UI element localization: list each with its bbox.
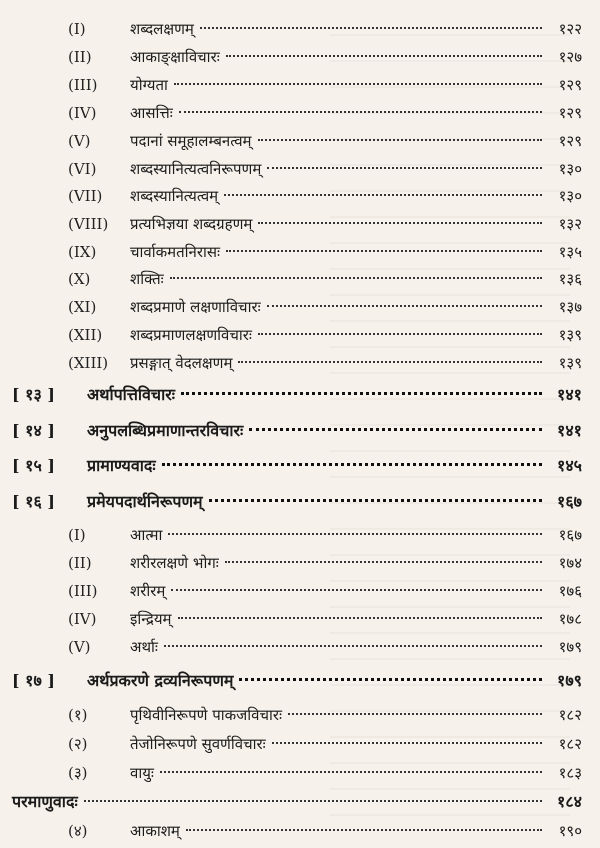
toc-entry xyxy=(68,211,582,237)
dot-leader xyxy=(171,589,542,591)
toc-entry-number: [ १३ ] xyxy=(12,385,55,404)
toc-entry-page: १३० xyxy=(558,187,582,205)
toc-entry-number: [ १४ ] xyxy=(12,421,55,440)
toc-entry-number: (XII) xyxy=(68,326,103,344)
toc-entry-title: शब्दस्यानित्यत्वनिरूपणम् xyxy=(130,160,262,178)
toc-entry-title: तेजोनिरूपणे सुवर्णविचारः xyxy=(130,735,266,753)
toc-entry-page: १२२ xyxy=(558,20,582,38)
toc-entry-number: (I) xyxy=(68,20,86,38)
toc-entry-page: १८४ xyxy=(557,792,582,811)
dot-leader xyxy=(226,250,542,252)
toc-entry-title: आकाशम् xyxy=(130,822,180,840)
toc-entry-page: १२९ xyxy=(558,76,582,94)
toc-entry-page: १३५ xyxy=(558,243,582,261)
toc-entry-title: पृथिवीनिरूपणे पाकजविचारः xyxy=(130,706,283,724)
toc-entry xyxy=(12,789,582,815)
toc-entry-title: प्रसङ्गात् वेदलक्षणम् xyxy=(130,354,233,372)
toc-entry xyxy=(68,239,582,265)
toc-entry xyxy=(68,100,582,126)
toc-entry-title: प्रमेयपदार्थनिरूपणम् xyxy=(87,492,203,511)
dot-leader xyxy=(178,617,542,619)
dot-leader xyxy=(258,333,542,335)
toc-entry-number: (VIII) xyxy=(68,215,109,233)
toc-entry-number: (II) xyxy=(68,48,92,66)
toc-entry-number: (III) xyxy=(68,76,98,94)
toc-entry-page: १२७ xyxy=(558,48,582,66)
toc-entry-number: (III) xyxy=(68,582,98,600)
toc-entry-page: १७९ xyxy=(558,638,582,656)
toc-entry-number: (V) xyxy=(68,638,91,656)
toc-entry-page: १८२ xyxy=(558,706,582,724)
dot-leader xyxy=(226,55,542,57)
dot-leader xyxy=(239,678,542,681)
toc-entry xyxy=(68,606,582,632)
toc-entry-title: शक्तिः xyxy=(130,270,164,288)
dot-leader xyxy=(225,561,542,563)
toc-entry-page: १३० xyxy=(558,160,582,178)
toc-entry xyxy=(68,350,582,376)
toc-entry-number: [ १५ ] xyxy=(12,456,55,475)
dot-leader xyxy=(186,829,542,831)
toc-entry-number: (२) xyxy=(68,735,88,753)
toc-entry-page: १३७ xyxy=(558,298,582,316)
toc-entry-title: इन्द्रियम् xyxy=(130,610,172,628)
toc-entry xyxy=(68,266,582,292)
dot-leader xyxy=(168,533,542,535)
dot-leader xyxy=(267,167,542,169)
toc-entry-title: शरीरम् xyxy=(130,582,166,600)
toc-entry xyxy=(68,550,582,576)
toc-entry-number: (XIII) xyxy=(68,354,109,372)
toc-entry xyxy=(12,453,582,479)
dot-leader xyxy=(288,713,542,715)
toc-entry-title: प्रामाण्यवादः xyxy=(87,456,156,475)
toc-entry-page: १७८ xyxy=(558,610,582,628)
toc-entry-number: (IX) xyxy=(68,243,97,261)
dot-leader xyxy=(238,361,542,363)
toc-entry-page: १२९ xyxy=(558,132,582,150)
toc-entry-title: शब्दस्यानित्यत्वम् xyxy=(130,187,219,205)
toc-entry-page: १६७ xyxy=(558,526,582,544)
toc-entry-page: १४५ xyxy=(557,456,582,475)
toc-entry-title: शब्दप्रमाणे लक्षणाविचारः xyxy=(130,298,261,316)
toc-entry-number: (X) xyxy=(68,270,91,288)
dot-leader xyxy=(258,139,542,141)
toc-entry-title: प्रत्यभिज्ञया शब्दग्रहणम् xyxy=(130,215,253,233)
dot-leader xyxy=(249,428,542,431)
toc-entry-number: (IV) xyxy=(68,610,97,628)
dot-leader xyxy=(160,771,542,773)
toc-entry xyxy=(68,731,582,757)
toc-entry-title: अनुपलब्धिप्रमाणान्तरविचारः xyxy=(87,421,244,440)
toc-entry-number: (IV) xyxy=(68,104,97,122)
toc-entry-title: शब्दप्रमाणलक्षणविचारः xyxy=(130,326,252,344)
dot-leader xyxy=(200,27,542,29)
toc-entry-number: (VI) xyxy=(68,160,97,178)
toc-entry-page: १३२ xyxy=(558,215,582,233)
toc-entry-number: (४) xyxy=(68,822,88,840)
toc-entry-title: वायुः xyxy=(130,764,154,782)
toc-entry-title: पदानां समूहालम्बनत्वम् xyxy=(130,132,252,150)
dot-leader xyxy=(84,800,542,802)
toc-entry xyxy=(68,522,582,548)
toc-entry-number: (VII) xyxy=(68,187,103,205)
toc-entry-title: परमाणुवादः xyxy=(12,792,78,811)
toc-entry-page: १७६ xyxy=(558,582,582,600)
toc-entry-page: १३६ xyxy=(558,270,582,288)
toc-entry xyxy=(12,489,582,515)
toc-entry-number: [ १७ ] xyxy=(12,671,55,690)
toc-entry xyxy=(68,760,582,786)
toc-entry-title: आसत्तिः xyxy=(130,104,173,122)
dot-leader xyxy=(179,111,542,113)
toc-entry-number: [ १६ ] xyxy=(12,492,55,511)
toc-entry-page: १८३ xyxy=(558,764,582,782)
dot-leader xyxy=(174,83,542,85)
toc-entry-title: अर्थप्रकरणे द्रव्यनिरूपणम् xyxy=(87,671,234,690)
toc-entry-page: १२९ xyxy=(558,104,582,122)
toc-entry-title: शब्दलक्षणम् xyxy=(130,20,194,38)
toc-entry-number: (३) xyxy=(68,764,88,782)
toc-entry xyxy=(68,128,582,154)
toc-entry xyxy=(68,578,582,604)
toc-entry-number: (V) xyxy=(68,132,91,150)
toc-entry-page: १७४ xyxy=(558,554,582,572)
toc-entry xyxy=(68,294,582,320)
toc-entry-number: (XI) xyxy=(68,298,97,316)
toc-entry-page: १४१ xyxy=(557,385,582,404)
toc-entry-page: १८२ xyxy=(558,735,582,753)
dot-leader xyxy=(258,222,542,224)
toc-entry xyxy=(12,668,582,694)
toc-entry-title: आकाङ्क्षाविचारः xyxy=(130,48,220,66)
dot-leader xyxy=(209,499,542,502)
toc-entry-number: (I) xyxy=(68,526,86,544)
toc-entry-page: १४१ xyxy=(557,421,582,440)
dot-leader xyxy=(267,305,542,307)
toc-entry xyxy=(68,702,582,728)
toc-entry-page: १९० xyxy=(558,822,582,840)
toc-entry xyxy=(12,418,582,444)
toc-entry xyxy=(68,16,582,42)
dot-leader xyxy=(164,645,542,647)
toc-entry-title: शरीरलक्षणे भोगः xyxy=(130,554,219,572)
toc-entry-number: (II) xyxy=(68,554,92,572)
dot-leader xyxy=(181,392,542,395)
toc-entry xyxy=(68,183,582,209)
toc-entry-title: अर्थापत्तिविचारः xyxy=(87,385,176,404)
toc-entry-title: आत्मा xyxy=(130,526,163,544)
dot-leader xyxy=(162,463,542,466)
toc-entry xyxy=(68,634,582,660)
toc-entry xyxy=(68,72,582,98)
dot-leader xyxy=(224,194,542,196)
toc-entry xyxy=(68,322,582,348)
toc-entry-page: १३९ xyxy=(558,354,582,372)
dot-leader xyxy=(272,742,542,744)
toc-entry xyxy=(68,818,582,844)
toc-entry-title: अर्थाः xyxy=(130,638,158,656)
toc-entry xyxy=(68,44,582,70)
toc-entry-page: १७९ xyxy=(557,671,582,690)
toc-entry xyxy=(12,382,582,408)
toc-entry-number: (१) xyxy=(68,706,88,724)
toc-entry-title: चार्वाकमतनिरासः xyxy=(130,243,221,261)
toc-entry-page: १३९ xyxy=(558,326,582,344)
dot-leader xyxy=(170,277,542,279)
toc-entry xyxy=(68,156,582,182)
toc-entry-page: १६७ xyxy=(557,492,582,511)
toc-entry-title: योग्यता xyxy=(130,76,168,94)
